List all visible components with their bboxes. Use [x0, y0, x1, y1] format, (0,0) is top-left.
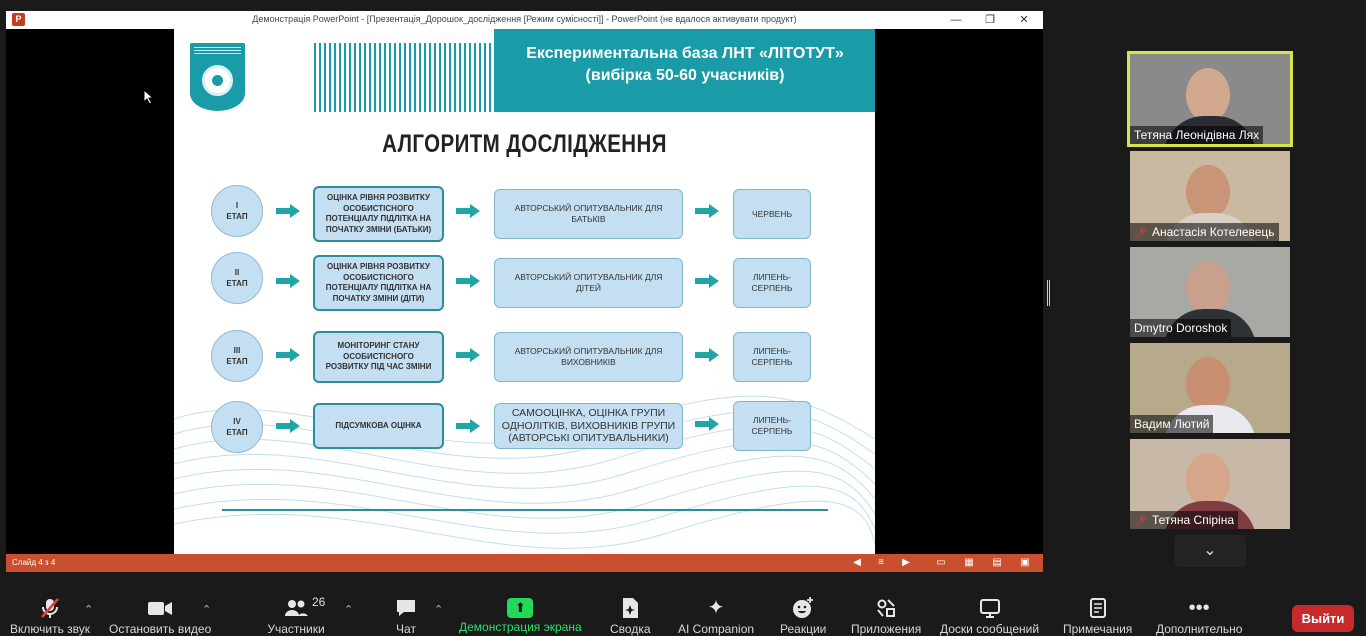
participants-label: Участники — [267, 622, 325, 636]
summary-label: Сводка — [610, 622, 651, 636]
stage-number: IV — [233, 417, 241, 426]
mouse-cursor-icon — [143, 89, 155, 105]
stage-3-task: МОНІТОРИНГ СТАНУ ОСОБИСТІСНОГО РОЗВИТКУ ПІД ЧАС ЗМІНИ — [313, 331, 444, 383]
participant-name: Тетяна Леонідівна Лях — [1130, 126, 1263, 144]
arrow-right-icon — [276, 348, 300, 362]
stage-label: ЕТАП — [226, 428, 248, 437]
stage-1-circle — [211, 185, 263, 237]
summary-button[interactable] — [610, 596, 651, 636]
stage-2-circle — [211, 252, 263, 304]
powerpoint-window — [6, 11, 1043, 572]
resize-handle[interactable] — [1047, 280, 1050, 306]
stage-3-method: АВТОРСЬКИЙ ОПИТУВАЛЬНИК ДЛЯ ВИХОВНИКІВ — [494, 332, 683, 382]
reactions-button[interactable] — [780, 596, 826, 636]
video-button[interactable] — [109, 596, 211, 636]
video-camera-icon — [109, 596, 211, 620]
arrow-right-icon — [695, 274, 719, 288]
mic-muted-icon: 🎤︎ — [1134, 515, 1148, 527]
participant-face — [1186, 453, 1230, 507]
audio-label: Включить звук — [10, 622, 91, 636]
notes-button[interactable] — [1063, 596, 1132, 636]
participant-name: Вадим Лютий — [1130, 415, 1213, 433]
stage-1-method: АВТОРСЬКИЙ ОПИТУВАЛЬНИК ДЛЯ БАТЬКІВ — [494, 189, 683, 239]
apps-icon — [851, 596, 921, 620]
arrow-right-icon — [276, 419, 300, 433]
participant-tile[interactable] — [1130, 343, 1290, 433]
mic-muted-icon — [10, 596, 90, 620]
chevron-up-icon[interactable]: ⌃ — [202, 604, 212, 616]
stage-label: ЕТАП — [226, 212, 248, 221]
restore-button[interactable]: ❐ — [985, 14, 995, 26]
window-title: Демонстрація PowerPoint - [Презентація_Дорошок_дослідження [Режим сумісності]] - PowerPoint (не вдалося активувати продукт) — [252, 14, 797, 24]
powerpoint-logo-icon: P — [12, 13, 25, 26]
stage-4-method: САМООЦІНКА, ОЦІНКА ГРУПИ ОДНОЛІТКІВ, ВИХОВНИКІВ ГРУПИ (АВТОРСЬКІ ОПИТУВАЛЬНИКИ) — [494, 403, 683, 449]
chat-button[interactable] — [394, 596, 418, 636]
leave-button[interactable]: Выйти — [1292, 605, 1354, 632]
emoji-icon — [780, 596, 826, 620]
chat-label: Чат — [396, 622, 416, 636]
ai-companion-button[interactable] — [678, 596, 754, 636]
header-stripes — [314, 43, 494, 112]
stage-label: ЕТАП — [226, 357, 248, 366]
audio-button[interactable] — [10, 596, 90, 636]
share-screen-button[interactable] — [459, 596, 582, 634]
stage-3-period: ЛИПЕНЬ-СЕРПЕНЬ — [733, 332, 811, 382]
sparkle-icon: ✦ — [707, 597, 725, 619]
previous-slide-icon[interactable]: ◀ — [853, 557, 861, 568]
arrow-right-icon — [695, 348, 719, 362]
participant-face — [1186, 261, 1230, 315]
more-label: Дополнительно — [1156, 622, 1243, 636]
slide-counter: Слайд 4 з 4 — [12, 558, 56, 567]
divider — [222, 509, 828, 511]
arrow-right-icon — [456, 348, 480, 362]
video-label: Остановить видео — [109, 622, 212, 636]
stage-number: II — [234, 268, 240, 277]
whiteboard-icon — [940, 596, 1039, 620]
emblem-icon — [190, 43, 245, 111]
minimize-button[interactable]: — — [950, 14, 962, 26]
share-screen-icon: ⬆ — [507, 598, 533, 618]
slideshow-icon[interactable]: ▣ — [1020, 557, 1030, 568]
slide — [174, 29, 875, 554]
stage-1-task: ОЦІНКА РІВНЯ РОЗВИТКУ ОСОБИСТІСНОГО ПОТЕНЦІАЛУ ПІДЛІТКА НА ПОЧАТКУ ЗМІНИ (БАТЬКИ) — [313, 186, 444, 242]
stage-1-period: ЧЕРВЕНЬ — [733, 189, 811, 239]
normal-view-icon[interactable]: ▭ — [936, 557, 946, 568]
slide-title-line1: Експериментальна база ЛНТ «ЛІТОТУТ» — [526, 45, 844, 62]
mic-muted-icon: 🎤︎ — [1134, 227, 1148, 239]
stage-label: ЕТАП — [226, 279, 248, 288]
chevron-up-icon[interactable]: ⌃ — [434, 604, 444, 616]
participant-name: Dmytro Doroshok — [1130, 319, 1231, 337]
arrow-right-icon — [456, 419, 480, 433]
ppt-titlebar — [6, 11, 1043, 29]
slide-title — [504, 43, 866, 87]
chevron-up-icon[interactable]: ⌃ — [84, 604, 94, 616]
participant-face — [1186, 357, 1230, 411]
boards-label: Доски сообщений — [940, 622, 1040, 636]
share-label: Демонстрация экрана — [459, 620, 582, 634]
participant-face — [1186, 68, 1230, 122]
stage-number: I — [235, 201, 239, 210]
participants-button[interactable] — [267, 596, 325, 636]
close-button[interactable]: ✕ — [1019, 14, 1029, 26]
stage-3-circle — [211, 330, 263, 382]
chevron-up-icon[interactable]: ⌃ — [344, 604, 354, 616]
arrow-right-icon — [276, 204, 300, 218]
slide-title-line2: (вибірка 50-60 учасників) — [585, 67, 785, 84]
slide-sorter-icon[interactable]: ▦ — [964, 557, 974, 568]
participants-count: 26 — [312, 595, 326, 609]
chat-icon — [394, 596, 418, 620]
more-button[interactable] — [1156, 596, 1242, 636]
participant-tile[interactable] — [1130, 151, 1290, 241]
apps-button[interactable] — [851, 596, 921, 636]
participant-name: 🎤︎ Тетяна Спіріна — [1130, 511, 1238, 529]
reading-view-icon[interactable]: ▤ — [992, 557, 1002, 568]
boards-button[interactable] — [940, 596, 1039, 636]
arrow-right-icon — [456, 204, 480, 218]
stage-4-period: ЛИПЕНЬ-СЕРПЕНЬ — [733, 401, 811, 451]
arrow-right-icon — [695, 417, 719, 431]
notes-icon — [1063, 596, 1132, 620]
participant-tile[interactable] — [1130, 439, 1290, 529]
next-slide-icon[interactable]: ▶ — [902, 557, 910, 568]
reactions-label: Реакции — [780, 622, 827, 636]
ppt-status-bar — [6, 554, 1043, 572]
more-dots-icon: ••• — [1188, 597, 1210, 619]
decorative-waves — [174, 359, 875, 554]
summary-icon — [610, 596, 651, 620]
arrow-right-icon — [276, 274, 300, 288]
stage-number: III — [233, 346, 241, 355]
ai-label: AI Companion — [678, 622, 755, 636]
stage-2-period: ЛИПЕНЬ-СЕРПЕНЬ — [733, 258, 811, 308]
algorithm-title: АЛГОРИТМ ДОСЛІДЖЕННЯ — [382, 130, 667, 158]
stage-2-task: ОЦІНКА РІВНЯ РОЗВИТКУ ОСОБИСТІСНОГО ПОТЕНЦІАЛУ ПІДЛІТКА НА ПОЧАТКУ ЗМІНИ (ДІТИ) — [313, 255, 444, 311]
arrow-right-icon — [695, 204, 719, 218]
apps-label: Приложения — [851, 622, 922, 636]
stage-4-circle — [211, 401, 263, 453]
stage-4-task: ПІДСУМКОВА ОЦІНКА — [313, 403, 444, 449]
menu-icon[interactable]: ≡ — [878, 557, 884, 568]
participant-face — [1186, 165, 1230, 219]
notes-label: Примечания — [1063, 622, 1133, 636]
chevron-down-icon[interactable]: ⌄ — [1174, 535, 1246, 567]
arrow-right-icon — [456, 274, 480, 288]
participant-tile[interactable] — [1130, 247, 1290, 337]
stage-2-method: АВТОРСЬКИЙ ОПИТУВАЛЬНИК ДЛЯ ДІТЕЙ — [494, 258, 683, 308]
participant-tile[interactable] — [1127, 51, 1293, 147]
participant-name: 🎤︎ Анастасія Котелевець — [1130, 223, 1279, 241]
participants-icon — [267, 596, 325, 620]
